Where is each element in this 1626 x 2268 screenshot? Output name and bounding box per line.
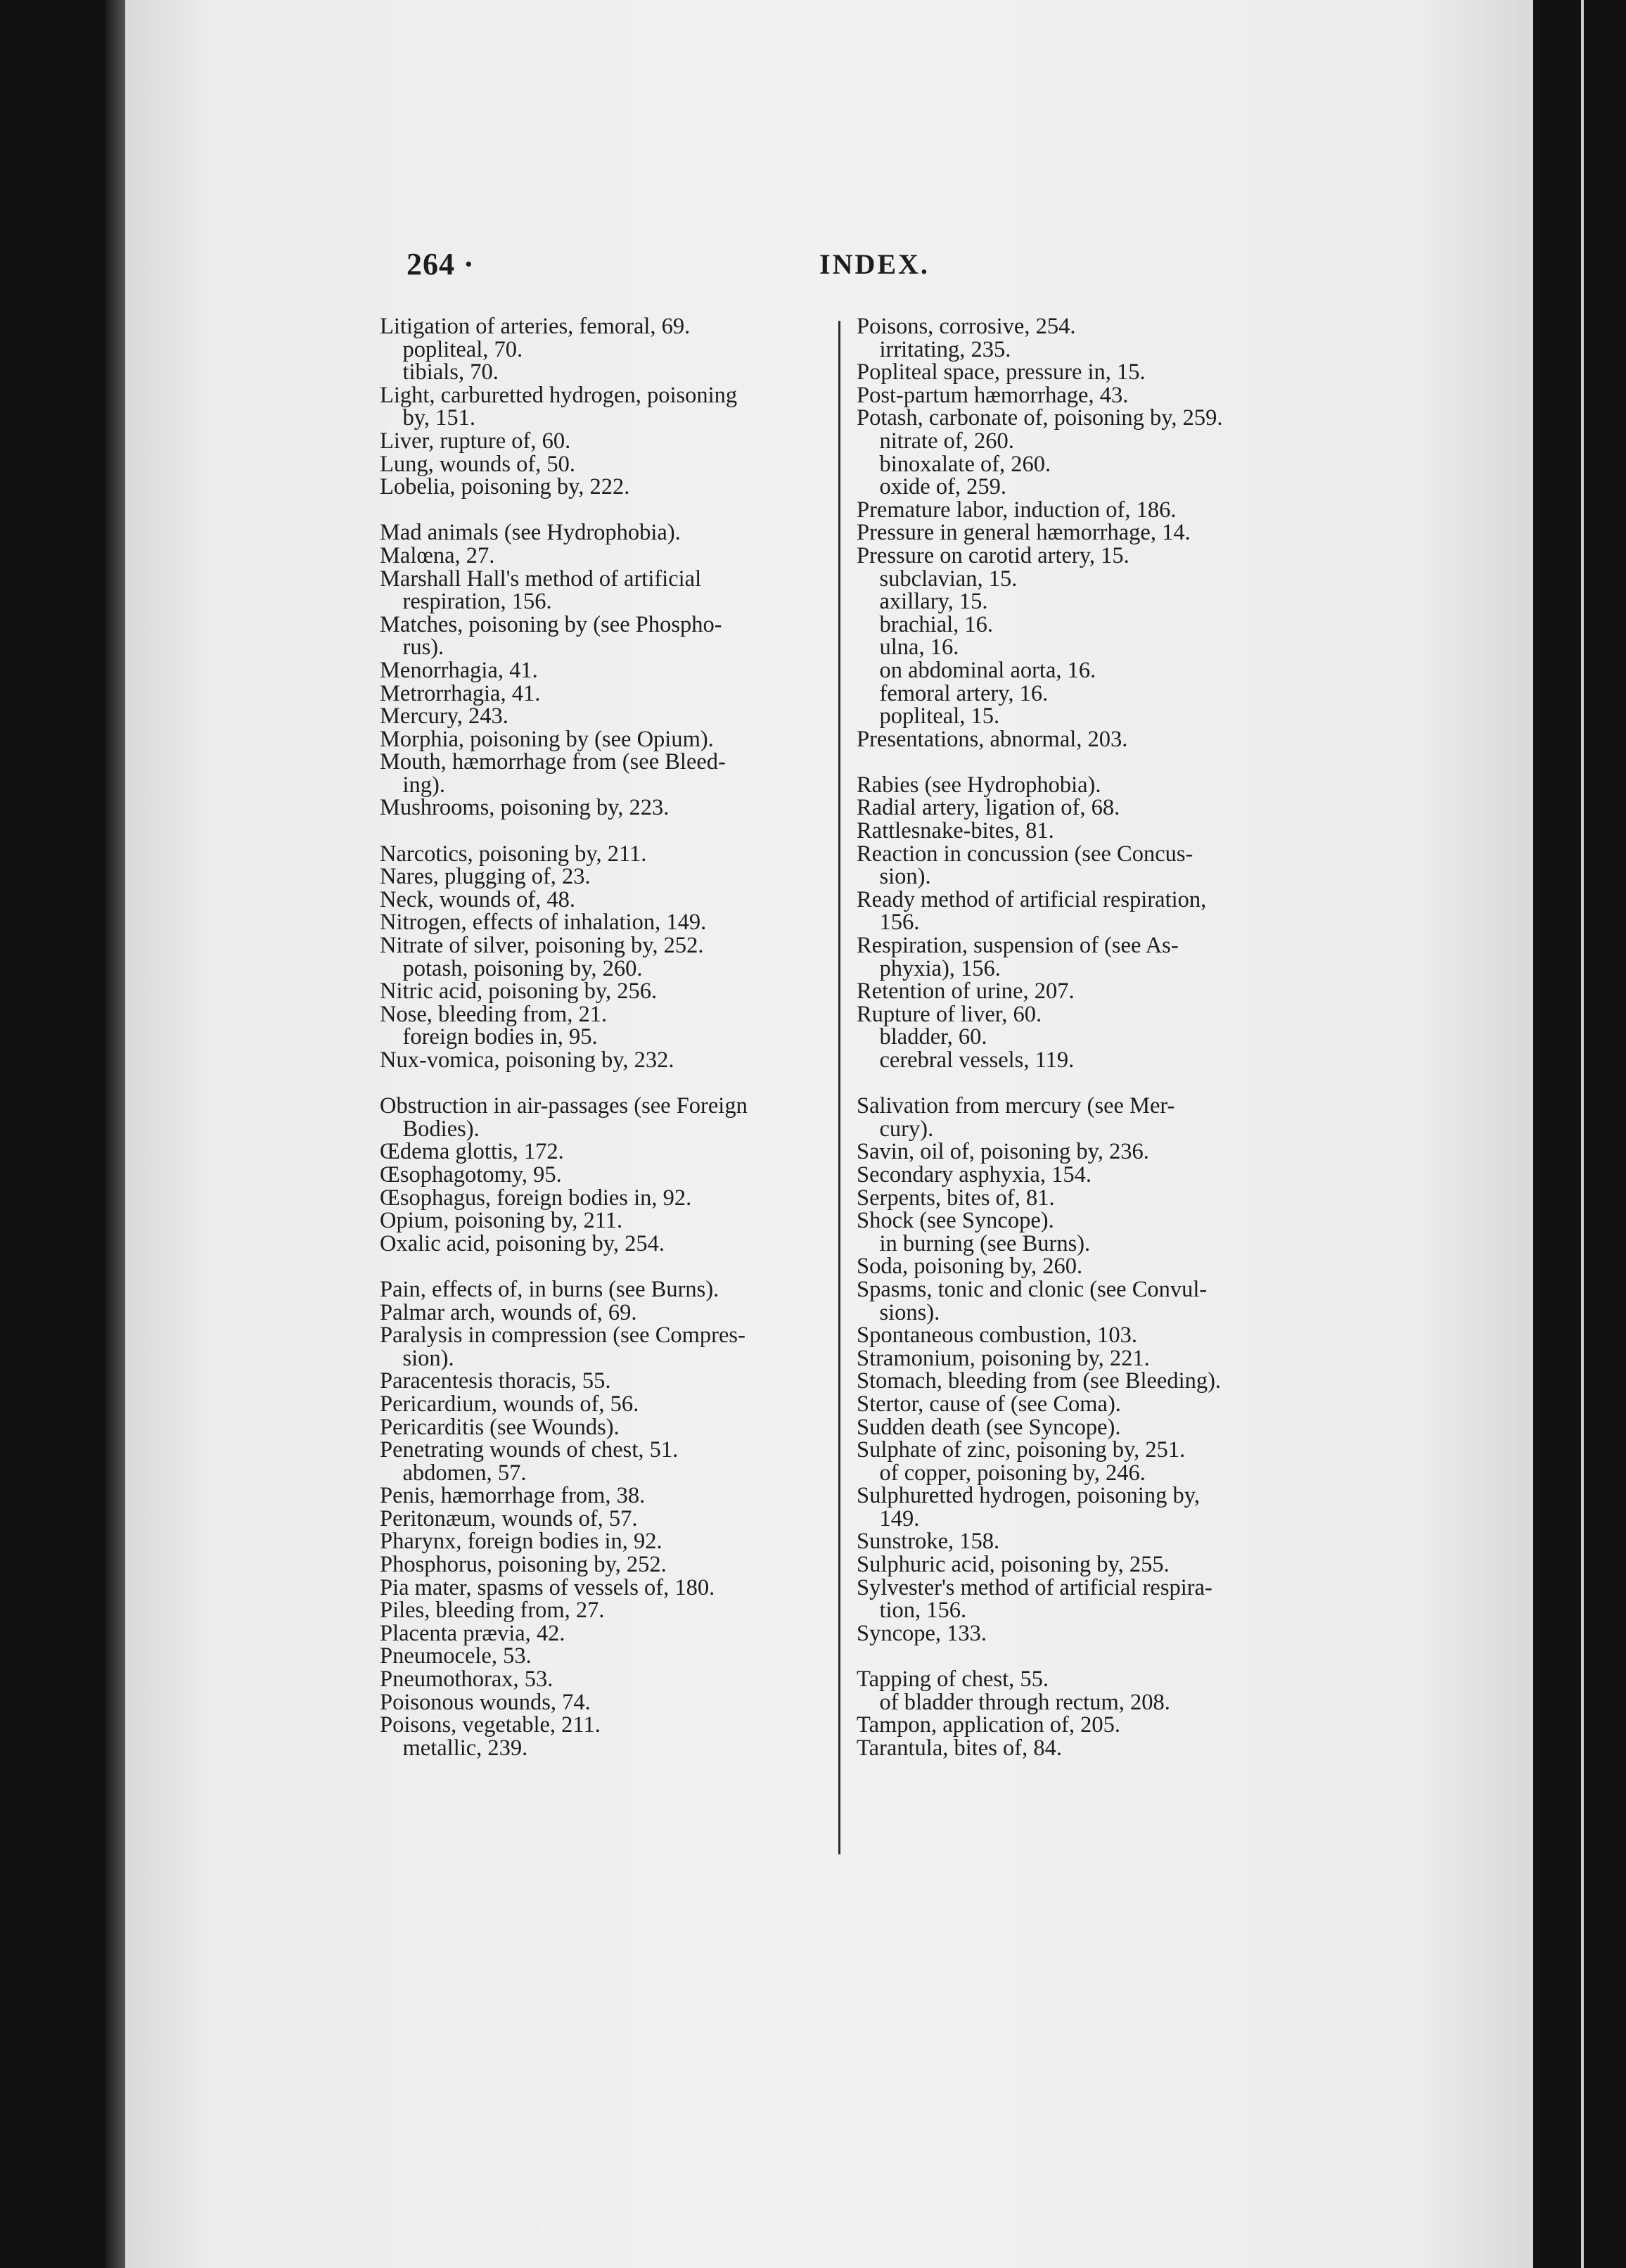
- index-entry: Mouth, hæmorrhage from (see Bleed-: [380, 749, 726, 775]
- index-entry: Sylvester's method of artificial respira-: [857, 1574, 1212, 1600]
- index-entry: Secondary asphyxia, 154.: [857, 1161, 1092, 1187]
- index-entry: Nares, plugging of, 23.: [380, 864, 591, 890]
- index-entry: Sulphate of zinc, poisoning by, 251.: [857, 1437, 1186, 1463]
- index-entry: Potash, carbonate of, poisoning by, 259.: [857, 405, 1223, 431]
- index-group-gap: [857, 751, 1349, 774]
- index-subentry: by, 151.: [380, 405, 476, 431]
- index-entry: Lung, wounds of, 50.: [380, 451, 576, 477]
- index-subentry: of bladder through rectum, 208.: [857, 1689, 1170, 1715]
- index-entry: Malœna, 27.: [380, 542, 495, 568]
- index-entry: Retention of urine, 207.: [857, 979, 1075, 1005]
- index-entry: Morphia, poisoning by (see Opium).: [380, 726, 714, 752]
- index-entry: Litigation of arteries, femoral, 69.: [380, 314, 691, 339]
- index-entry: Light, carburetted hydrogen, poisoning: [380, 382, 738, 408]
- index-subentry: of copper, poisoning by, 246.: [857, 1460, 1146, 1486]
- index-entry: Pneumocele, 53.: [380, 1643, 532, 1669]
- index-entry: Mushrooms, poisoning by, 223.: [380, 795, 670, 821]
- index-entry: Nose, bleeding from, 21.: [380, 1001, 608, 1027]
- index-column-left: [380, 315, 872, 1759]
- index-subentry: sion).: [380, 1345, 454, 1371]
- index-entry: Phosphorus, poisoning by, 252.: [380, 1552, 667, 1578]
- index-subentry: abdomen, 57.: [380, 1460, 527, 1486]
- index-entry: Pericardium, wounds of, 56.: [380, 1391, 639, 1417]
- index-subentry: ing).: [380, 772, 445, 798]
- index-subentry: foreign bodies in, 95.: [380, 1024, 598, 1050]
- right-binding-shadow: [1533, 0, 1626, 2268]
- index-subentry: oxide of, 259.: [857, 474, 1007, 500]
- index-entry: Neck, wounds of, 48.: [380, 886, 576, 912]
- index-entry: Stramonium, poisoning by, 221.: [857, 1345, 1150, 1371]
- index-entry: Penetrating wounds of chest, 51.: [380, 1437, 679, 1463]
- index-entry: Peritonæum, wounds of, 57.: [380, 1505, 638, 1531]
- index-subentry: ulna, 16.: [857, 635, 959, 661]
- index-entry: Marshall Hall's method of artificial: [380, 566, 702, 592]
- index-entry: Pain, effects of, in burns (see Burns).: [380, 1276, 719, 1302]
- index-entry: Presentations, abnormal, 203.: [857, 726, 1128, 752]
- index-entry: Oxalic acid, poisoning by, 254.: [380, 1230, 665, 1256]
- index-entry: Nux-vomica, poisoning by, 232.: [380, 1047, 674, 1073]
- index-subentry: Bodies).: [380, 1116, 480, 1142]
- index-entry: Œdema glottis, 172.: [380, 1139, 564, 1165]
- left-page-edge: [105, 0, 127, 2268]
- index-entry: Sunstroke, 158.: [857, 1529, 1000, 1555]
- index-entry: Shock (see Syncope).: [857, 1208, 1054, 1234]
- index-entry: Pharynx, foreign bodies in, 92.: [380, 1529, 662, 1555]
- index-subentry: phyxia), 156.: [857, 955, 1001, 981]
- index-entry: Placenta prævia, 42.: [380, 1620, 565, 1646]
- index-entry: Sudden death (see Syncope).: [857, 1414, 1121, 1440]
- index-entry: Tampon, application of, 205.: [857, 1712, 1121, 1738]
- index-entry: Sulphuretted hydrogen, poisoning by,: [857, 1483, 1201, 1509]
- index-column-right: [857, 315, 1349, 1759]
- index-entry: Piles, bleeding from, 27.: [380, 1598, 605, 1624]
- index-entry: Soda, poisoning by, 260.: [857, 1254, 1083, 1280]
- index-subentry: cury).: [857, 1116, 934, 1142]
- index-subentry: rus).: [380, 635, 444, 661]
- index-entry: Narcotics, poisoning by, 211.: [380, 841, 647, 867]
- index-entry: Savin, oil of, poisoning by, 236.: [857, 1139, 1149, 1165]
- index-subentry: irritating, 235.: [857, 336, 1011, 362]
- index-subentry: tion, 156.: [857, 1598, 967, 1624]
- index-entry: Nitric acid, poisoning by, 256.: [380, 979, 658, 1005]
- index-entry: Poisonous wounds, 74.: [380, 1689, 591, 1715]
- index-subentry: brachial, 16.: [857, 611, 994, 637]
- index-entry: Popliteal space, pressure in, 15.: [857, 359, 1146, 386]
- index-entry: Tarantula, bites of, 84.: [857, 1735, 1062, 1761]
- index-entry: Syncope, 133.: [857, 1620, 987, 1646]
- page-number: 264 ·: [406, 247, 475, 281]
- index-entry: Tapping of chest, 55.: [857, 1667, 1049, 1693]
- index-entry: Poisons, vegetable, 211.: [380, 1712, 601, 1738]
- index-entry: Œsophagotomy, 95.: [380, 1161, 562, 1187]
- index-entry: Respiration, suspension of (see As-: [857, 933, 1179, 959]
- index-subentry: sion).: [857, 864, 931, 890]
- index-subentry: 149.: [857, 1505, 920, 1531]
- index-entry: Obstruction in air-passages (see Foreign: [380, 1093, 748, 1119]
- index-entry: Pericarditis (see Wounds).: [380, 1414, 620, 1440]
- index-entry: Pressure on carotid artery, 15.: [857, 542, 1129, 568]
- index-subentry: respiration, 156.: [380, 589, 552, 615]
- running-head: INDEX.: [819, 248, 930, 280]
- index-subentry: nitrate of, 260.: [857, 428, 1014, 454]
- index-entry: Paracentesis thoracis, 55.: [380, 1368, 611, 1394]
- index-entry: Premature labor, induction of, 186.: [857, 497, 1177, 523]
- index-subentry: in burning (see Burns).: [857, 1230, 1091, 1256]
- index-entry: Rabies (see Hydrophobia).: [857, 772, 1101, 798]
- index-entry: Ready method of artificial respiration,: [857, 886, 1207, 912]
- index-subentry: 156.: [857, 910, 920, 936]
- index-subentry: subclavian, 15.: [857, 566, 1018, 592]
- index-group-gap: [380, 1072, 872, 1095]
- index-entry: Paralysis in compression (see Compres-: [380, 1323, 745, 1349]
- index-entry: Sulphuric acid, poisoning by, 255.: [857, 1552, 1170, 1578]
- index-entry: Mad animals (see Hydrophobia).: [380, 520, 681, 546]
- index-group-gap: [857, 1072, 1349, 1095]
- index-entry: Stertor, cause of (see Coma).: [857, 1391, 1121, 1417]
- index-entry: Rattlesnake-bites, 81.: [857, 818, 1054, 844]
- index-group-gap: [380, 499, 872, 522]
- index-group-gap: [380, 820, 872, 843]
- index-entry: Nitrate of silver, poisoning by, 252.: [380, 933, 704, 959]
- index-subentry: cerebral vessels, 119.: [857, 1047, 1075, 1073]
- index-subentry: popliteal, 70.: [380, 336, 523, 362]
- index-subentry: potash, poisoning by, 260.: [380, 955, 643, 981]
- index-group-gap: [380, 1255, 872, 1278]
- index-entry: Spasms, tonic and clonic (see Convul-: [857, 1276, 1208, 1302]
- index-entry: Pia mater, spasms of vessels of, 180.: [380, 1574, 715, 1600]
- index-subentry: on abdominal aorta, 16.: [857, 657, 1096, 683]
- index-group-gap: [857, 1645, 1349, 1668]
- index-entry: Serpents, bites of, 81.: [857, 1185, 1055, 1211]
- index-subentry: binoxalate of, 260.: [857, 451, 1051, 477]
- index-subentry: metallic, 239.: [380, 1735, 528, 1761]
- index-entry: Pressure in general hæmorrhage, 14.: [857, 520, 1191, 546]
- index-entry: Opium, poisoning by, 211.: [380, 1208, 623, 1234]
- index-entry: Pneumothorax, 53.: [380, 1667, 553, 1693]
- index-entry: Reaction in concussion (see Concus-: [857, 841, 1193, 867]
- index-entry: Palmar arch, wounds of, 69.: [380, 1299, 637, 1325]
- index-subentry: popliteal, 15.: [857, 703, 1000, 730]
- index-entry: Radial artery, ligation of, 68.: [857, 795, 1120, 821]
- index-entry: Nitrogen, effects of inhalation, 149.: [380, 910, 707, 936]
- index-entry: Lobelia, poisoning by, 222.: [380, 474, 630, 500]
- index-entry: Post-partum hæmorrhage, 43.: [857, 382, 1129, 408]
- right-page-edge-line: [1581, 0, 1584, 2268]
- index-entry: Metrorrhagia, 41.: [380, 680, 541, 706]
- index-entry: Spontaneous combustion, 103.: [857, 1323, 1138, 1349]
- index-subentry: tibials, 70.: [380, 359, 499, 386]
- index-subentry: axillary, 15.: [857, 589, 988, 615]
- index-entry: Penis, hæmorrhage from, 38.: [380, 1483, 646, 1509]
- index-entry: Œsophagus, foreign bodies in, 92.: [380, 1185, 692, 1211]
- index-entry: Stomach, bleeding from (see Bleeding).: [857, 1368, 1222, 1394]
- index-subentry: sions).: [857, 1299, 940, 1325]
- index-entry: Rupture of liver, 60.: [857, 1001, 1042, 1027]
- index-entry: Liver, rupture of, 60.: [380, 428, 571, 454]
- index-entry: Poisons, corrosive, 254.: [857, 314, 1076, 339]
- index-subentry: femoral artery, 16.: [857, 680, 1049, 706]
- index-entry: Mercury, 243.: [380, 703, 508, 730]
- index-entry: Salivation from mercury (see Mer-: [857, 1093, 1175, 1119]
- left-binding-shadow: [0, 0, 120, 2268]
- index-subentry: bladder, 60.: [857, 1024, 987, 1050]
- index-entry: Menorrhagia, 41.: [380, 657, 538, 683]
- index-entry: Matches, poisoning by (see Phospho-: [380, 611, 722, 637]
